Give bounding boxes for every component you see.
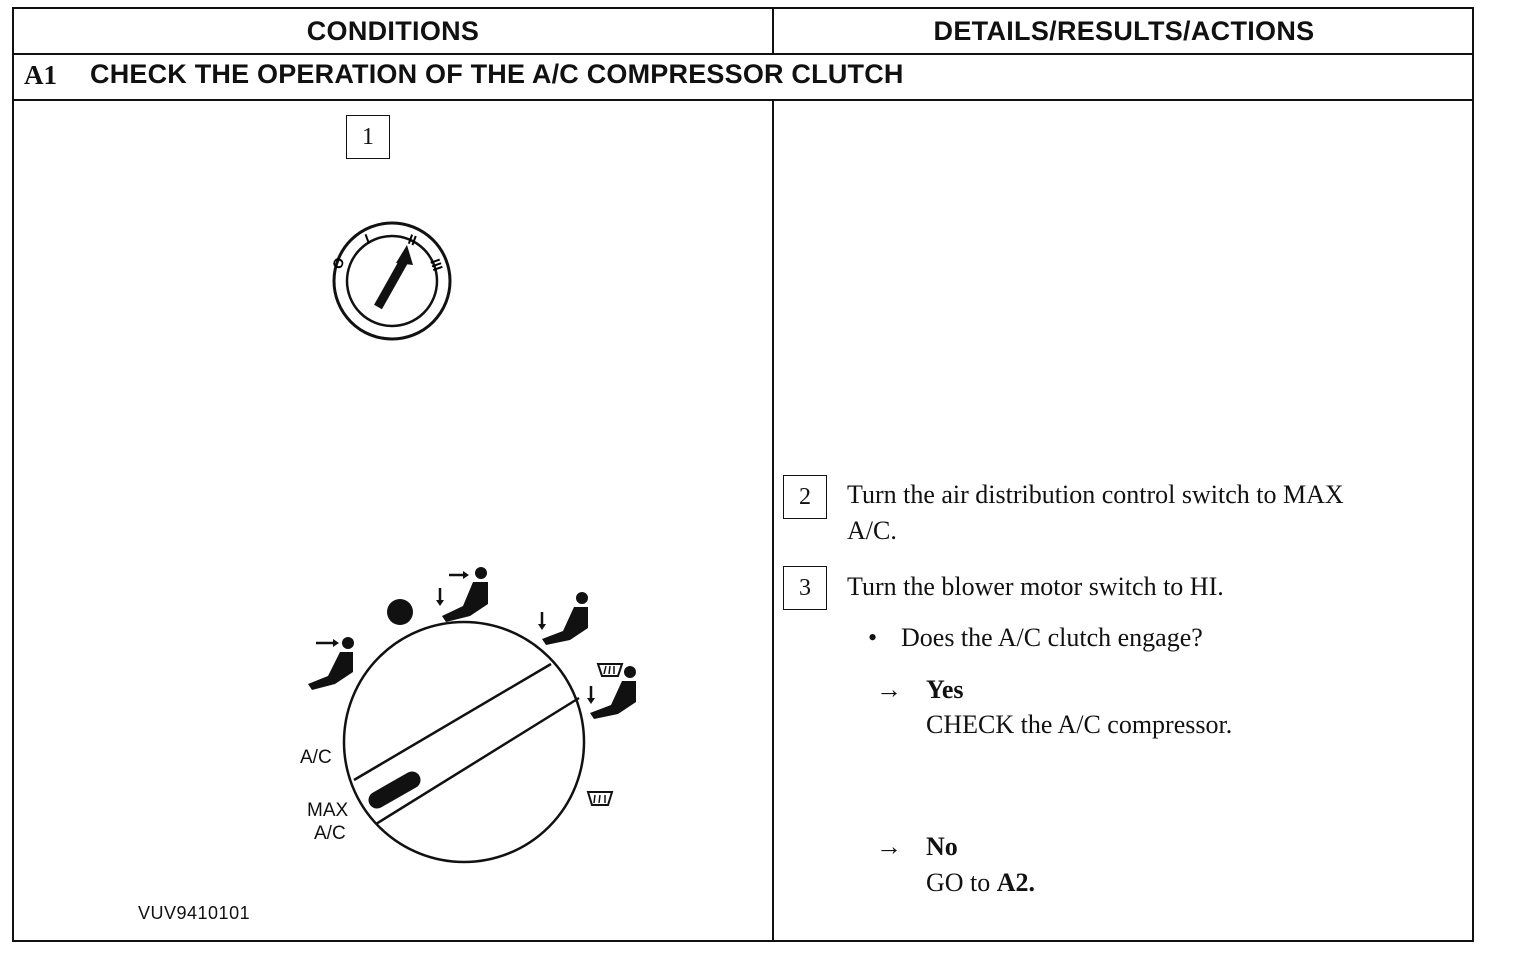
ignition-pos-1: I <box>362 230 372 247</box>
ignition-pos-2: II <box>405 230 419 249</box>
no-action-prefix: GO to <box>926 868 991 897</box>
step-1-number: 1 <box>346 115 390 159</box>
column-divider <box>772 99 774 942</box>
ignition-key-pointer <box>378 259 405 307</box>
no-action <box>926 865 1035 901</box>
no-arrow: → <box>876 832 902 861</box>
recirc-dot-icon <box>387 599 413 625</box>
air-distribution-control-illustration <box>290 560 660 900</box>
conditions-header: CONDITIONS <box>306 16 480 46</box>
step-3-text: Turn the blower motor switch to HI. <box>847 572 1224 601</box>
step-3-number: 3 <box>783 566 827 610</box>
ignition-key-arrow <box>396 245 413 265</box>
question-text: Does the A/C clutch engage? <box>901 623 1203 652</box>
max-ac-label-line1: MAX <box>307 800 349 821</box>
ignition-switch-illustration <box>325 215 460 345</box>
defrost-icon <box>588 792 612 805</box>
step-2-text-line2: A/C. <box>847 516 897 545</box>
ac-label: A/C <box>300 747 332 768</box>
step-2-number: 2 <box>783 475 827 519</box>
step-title-row <box>14 53 1472 101</box>
header-divider <box>772 9 774 53</box>
max-ac-label-line2: A/C <box>314 823 346 844</box>
step-id: A1 <box>24 60 57 90</box>
diagnostic-table <box>12 7 1474 942</box>
ignition-pos-3: III <box>427 256 447 273</box>
yes-action: CHECK the A/C compressor. <box>926 710 1233 739</box>
ignition-pos-0: O <box>328 255 348 272</box>
table-header-row <box>14 9 1472 55</box>
question-bullet: • <box>868 623 878 652</box>
no-action-target: A2. <box>996 868 1036 897</box>
yes-label: Yes <box>926 675 964 704</box>
floor-defrost-person-icon <box>587 664 636 719</box>
floor-person-icon <box>538 592 588 645</box>
no-label: No <box>926 832 958 861</box>
figure-id: VUV9410101 <box>138 903 251 923</box>
details-header: DETAILS/RESULTS/ACTIONS <box>933 16 1315 46</box>
step-2-text-line1: Turn the air distribution control switch to MAX <box>847 480 1344 509</box>
yes-arrow: → <box>876 675 902 704</box>
bi-level-person-icon <box>436 567 488 622</box>
step-title: CHECK THE OPERATION OF THE A/C COMPRESSOR CLUTCH <box>90 59 904 89</box>
panel-vent-person-icon <box>308 637 354 690</box>
control-knob <box>344 622 584 862</box>
